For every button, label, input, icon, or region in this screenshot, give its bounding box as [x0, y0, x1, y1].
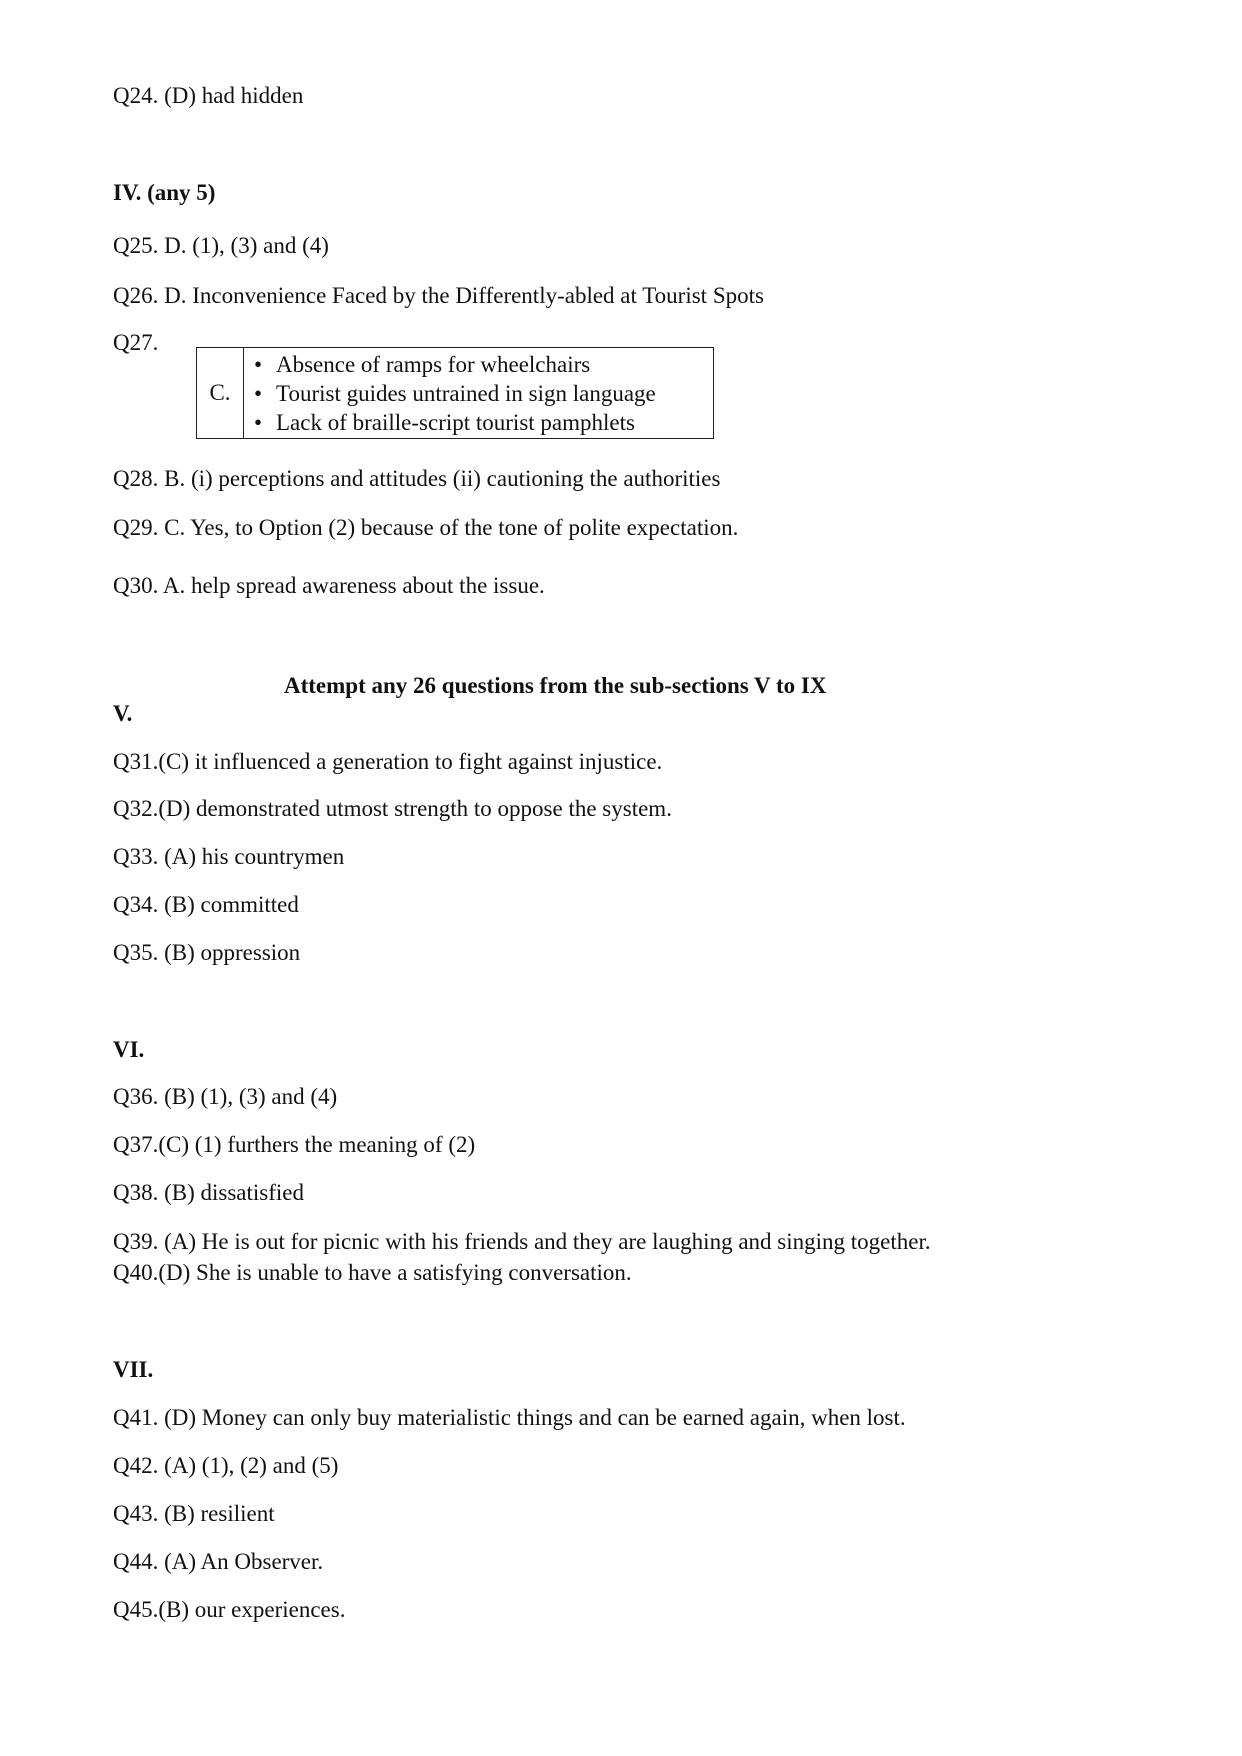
answer-q37: Q37.(C) (1) furthers the meaning of (2)	[113, 1132, 476, 1157]
bullet-icon: •	[254, 352, 263, 377]
answer-q43: Q43. (B) resilient	[113, 1501, 275, 1526]
answer-q27-letter: C.	[197, 348, 244, 438]
section-iv-heading: IV. (any 5)	[113, 180, 216, 205]
answer-q44: Q44. (A) An Observer.	[113, 1549, 324, 1574]
bullet-icon: •	[254, 410, 263, 435]
answer-q27-list	[244, 348, 656, 438]
answer-q30: Q30. A. help spread awareness about the issue.	[113, 573, 545, 598]
answer-q40: Q40.(D) She is unable to have a satisfying conversation.	[113, 1260, 632, 1285]
section-v-heading: V.	[113, 701, 133, 726]
section-vi-heading: VI.	[113, 1037, 145, 1062]
answer-q25: Q25. D. (1), (3) and (4)	[113, 233, 329, 258]
answer-q42: Q42. (A) (1), (2) and (5)	[113, 1453, 339, 1478]
answer-q35: Q35. (B) oppression	[113, 940, 301, 965]
answer-q27-item: • Tourist guides untrained in sign language	[254, 381, 656, 406]
answer-q27-label: Q27.	[113, 330, 159, 355]
answer-q38: Q38. (B) dissatisfied	[113, 1180, 305, 1205]
answer-q34: Q34. (B) committed	[113, 892, 299, 917]
answer-q33: Q33. (A) his countrymen	[113, 844, 345, 869]
answer-q39: Q39. (A) He is out for picnic with his friends and they are laughing and singing together.	[113, 1229, 931, 1254]
answer-q32: Q32.(D) demonstrated utmost strength to oppose the system.	[113, 796, 672, 821]
answer-q27-item: • Lack of braille-script tourist pamphlets	[254, 410, 635, 435]
bullet-icon: •	[254, 381, 263, 406]
section-vii-heading: VII.	[113, 1357, 154, 1382]
answer-q24: Q24. (D) had hidden	[113, 83, 304, 108]
answer-q41: Q41. (D) Money can only buy materialistic things and can be earned again, when lost.	[113, 1405, 906, 1430]
answer-q36: Q36. (B) (1), (3) and (4)	[113, 1084, 338, 1109]
answer-q26: Q26. D. Inconvenience Faced by the Differently-abled at Tourist Spots	[113, 283, 764, 308]
answer-q27-box	[196, 347, 714, 439]
answer-q27-item: • Absence of ramps for wheelchairs	[254, 352, 591, 377]
answer-q45: Q45.(B) our experiences.	[113, 1597, 346, 1622]
answer-q31: Q31.(C) it influenced a generation to fight against injustice.	[113, 749, 663, 774]
answer-q29: Q29. C. Yes, to Option (2) because of the tone of polite expectation.	[113, 515, 739, 540]
attempt-heading: Attempt any 26 questions from the sub-sections V to IX	[284, 673, 827, 698]
answer-q28: Q28. B. (i) perceptions and attitudes (ii) cautioning the authorities	[113, 466, 721, 491]
